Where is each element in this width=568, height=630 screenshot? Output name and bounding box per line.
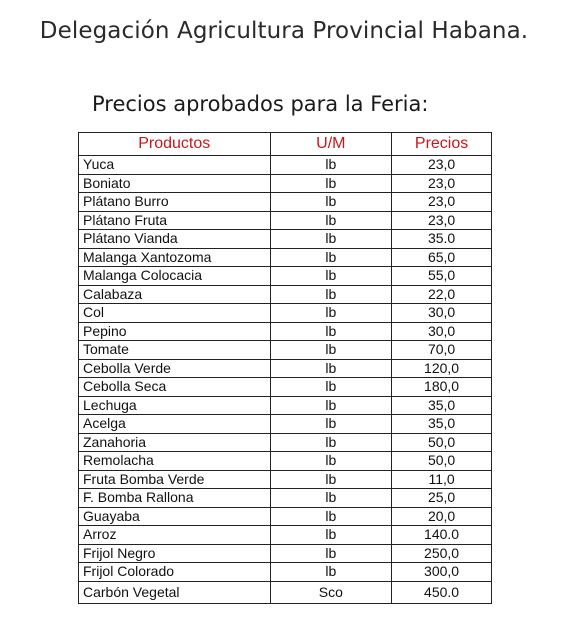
product-cell: Lechuga xyxy=(79,396,271,415)
unit-cell: lb xyxy=(270,304,392,323)
unit-cell: lb xyxy=(270,341,392,360)
unit-cell: lb xyxy=(270,359,392,378)
product-cell: Frijol Colorado xyxy=(79,563,271,582)
unit-cell: lb xyxy=(270,396,392,415)
unit-cell: lb xyxy=(270,544,392,563)
unit-cell: lb xyxy=(270,415,392,434)
product-cell: Guayaba xyxy=(79,507,271,526)
table-row xyxy=(79,581,492,603)
unit-cell: lb xyxy=(270,507,392,526)
unit-cell: lb xyxy=(270,452,392,471)
price-cell: 120,0 xyxy=(392,359,492,378)
table-row xyxy=(79,526,492,545)
price-cell: 30,0 xyxy=(392,322,492,341)
price-cell: 35.0 xyxy=(392,230,492,249)
price-cell: 35,0 xyxy=(392,396,492,415)
product-cell: Calabaza xyxy=(79,285,271,304)
price-cell: 23,0 xyxy=(392,174,492,193)
product-cell: Remolacha xyxy=(79,452,271,471)
price-cell: 11,0 xyxy=(392,470,492,489)
price-cell: 70,0 xyxy=(392,341,492,360)
product-cell: Plátano Burro xyxy=(79,193,271,212)
column-header-products: Productos xyxy=(79,133,271,156)
table-row xyxy=(79,378,492,397)
price-cell: 300,0 xyxy=(392,563,492,582)
table-row xyxy=(79,359,492,378)
unit-cell: Sco xyxy=(270,581,392,603)
price-cell: 25,0 xyxy=(392,489,492,508)
column-header-price: Precios xyxy=(392,133,492,156)
table-header-row xyxy=(79,133,492,156)
table-row xyxy=(79,248,492,267)
product-cell: Arroz xyxy=(79,526,271,545)
product-cell: Frijol Negro xyxy=(79,544,271,563)
price-cell: 23,0 xyxy=(392,211,492,230)
table-row xyxy=(79,433,492,452)
unit-cell: lb xyxy=(270,230,392,249)
table-row xyxy=(79,489,492,508)
unit-cell: lb xyxy=(270,248,392,267)
table-row xyxy=(79,415,492,434)
price-cell: 180,0 xyxy=(392,378,492,397)
table-caption: Precios aprobados para la Feria: xyxy=(92,92,429,116)
table-row xyxy=(79,452,492,471)
table-row xyxy=(79,470,492,489)
table-body xyxy=(79,156,492,604)
price-cell: 250,0 xyxy=(392,544,492,563)
product-cell: Tomate xyxy=(79,341,271,360)
product-cell: Malanga Xantozoma xyxy=(79,248,271,267)
unit-cell: lb xyxy=(270,156,392,175)
table-row xyxy=(79,544,492,563)
price-cell: 50,0 xyxy=(392,433,492,452)
unit-cell: lb xyxy=(270,193,392,212)
table-row xyxy=(79,304,492,323)
product-cell: Col xyxy=(79,304,271,323)
unit-cell: lb xyxy=(270,378,392,397)
product-cell: Plátano Vianda xyxy=(79,230,271,249)
product-cell: Plátano Fruta xyxy=(79,211,271,230)
unit-cell: lb xyxy=(270,563,392,582)
price-cell: 23,0 xyxy=(392,156,492,175)
product-cell: Boniato xyxy=(79,174,271,193)
column-header-unit: U/M xyxy=(270,133,392,156)
table-row xyxy=(79,193,492,212)
unit-cell: lb xyxy=(270,174,392,193)
price-cell: 22,0 xyxy=(392,285,492,304)
price-cell: 50,0 xyxy=(392,452,492,471)
unit-cell: lb xyxy=(270,489,392,508)
unit-cell: lb xyxy=(270,322,392,341)
price-cell: 23,0 xyxy=(392,193,492,212)
product-cell: Carbón Vegetal xyxy=(79,581,271,603)
price-cell: 30,0 xyxy=(392,304,492,323)
price-cell: 140.0 xyxy=(392,526,492,545)
product-cell: Cebolla Seca xyxy=(79,378,271,397)
price-cell: 55,0 xyxy=(392,267,492,286)
table-row xyxy=(79,156,492,175)
product-cell: Fruta Bomba Verde xyxy=(79,470,271,489)
table-row xyxy=(79,563,492,582)
unit-cell: lb xyxy=(270,285,392,304)
product-cell: Cebolla Verde xyxy=(79,359,271,378)
table-row xyxy=(79,174,492,193)
price-cell: 65,0 xyxy=(392,248,492,267)
product-cell: Acelga xyxy=(79,415,271,434)
product-cell: Yuca xyxy=(79,156,271,175)
unit-cell: lb xyxy=(270,470,392,489)
product-cell: Malanga Colocacia xyxy=(79,267,271,286)
product-cell: F. Bomba Rallona xyxy=(79,489,271,508)
product-cell: Pepino xyxy=(79,322,271,341)
price-cell: 35,0 xyxy=(392,415,492,434)
table-row xyxy=(79,322,492,341)
unit-cell: lb xyxy=(270,211,392,230)
unit-cell: lb xyxy=(270,267,392,286)
price-cell: 20,0 xyxy=(392,507,492,526)
table-row xyxy=(79,211,492,230)
table-row xyxy=(79,267,492,286)
unit-cell: lb xyxy=(270,526,392,545)
price-cell: 450.0 xyxy=(392,581,492,603)
product-cell: Zanahoria xyxy=(79,433,271,452)
table-row xyxy=(79,396,492,415)
price-table xyxy=(78,132,492,604)
table-row xyxy=(79,230,492,249)
table-row xyxy=(79,285,492,304)
table-row xyxy=(79,341,492,360)
page-title: Delegación Agricultura Provincial Habana. xyxy=(39,18,529,44)
unit-cell: lb xyxy=(270,433,392,452)
table-row xyxy=(79,507,492,526)
